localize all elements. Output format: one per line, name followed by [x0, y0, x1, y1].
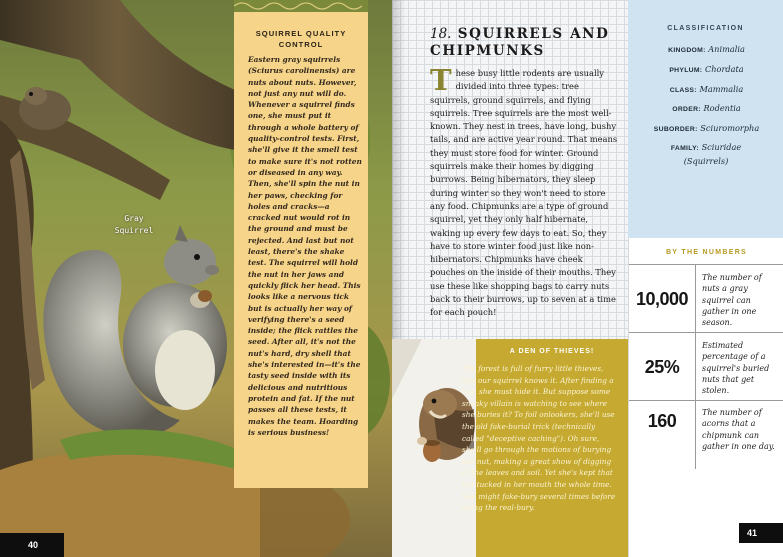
classification-row: SUBORDER: Sciuromorpha — [653, 123, 760, 133]
den-body: The forest is full of furry little thieves, and our squirrel knows it. After finding a nut, she must hide it. But suppose some sneaky villain is watching to see where she buries it? To foil onlookers, she'll use the old fake-burial trick (technically called "deceptive caching"). Oh sure, she'll go through the motions of burying her nut, making a great show of digging in the leaves and soil. Yet she's kept that nut tucked in her mouth the whole time. She might fake-bury several times before doing the real-bury. — [462, 364, 616, 513]
stat-divider — [695, 401, 696, 469]
article-number: 18. — [430, 26, 452, 42]
ornament-border — [234, 0, 368, 12]
numbers-title: BY THE NUMBERS — [665, 249, 748, 256]
stat-value: 25% — [644, 357, 680, 377]
article-text: hese busy little rodents are usually divided into three types: tree squirrels, ground squirrels, and flying squirrels. Tree squirrels are the most well-known. They nest in trees, have long, bushy tails, and are active year round. That means they must store food for winter. Ground squirrels make their homes by digging burrows. Being hibernators, they sleep during winter so they won't need to store any food. Chipmunks are a type of ground squirrel, yet they only half hibernate, waking up every few days to eat. So, they have to store winter food just like non-hibernators. Chipmunks have cheek pouches on the inside of their mouths. They use these like shopping bags to carry nuts back to their burrows, up to seven at a time for each pouch! — [430, 68, 618, 318]
stat-value: 10,000 — [635, 289, 689, 309]
classification-row: PHYLUM: Chordata — [669, 64, 744, 74]
article-body — [430, 63, 618, 320]
sidebar-title: SQUIRREL QUALITY CONTROL — [255, 29, 347, 49]
drop-cap: T — [430, 63, 452, 97]
classification-row: FAMILY: Sciuridae (Squirrels) — [670, 142, 742, 166]
den-of-thieves-panel — [462, 339, 628, 557]
page-number-left: 40 — [0, 533, 64, 557]
stat-divider — [695, 265, 696, 333]
stat-row — [629, 400, 783, 468]
stat-description: The number of acorns that a chipmunk can gather in one day. — [702, 408, 775, 451]
sidebar-body: Eastern gray squirrels (Sciurus carolinensis) are nuts about nuts. However, not just any nut will do. Whenever a squirrel finds one, she must put it through a whole battery of quality-control tests. First, she'll give it the smell test to make sure it's not rotten or diseased in any way. Then, she'll spin the nut in her paws, checking for holes and cracks—a cracked nut would rot in the ground and must be rejected. And last but not least, there's the shake test. The squirrel will hold the nut in her jaws and quickly flick her head. This looks like a nervous tick but is actually her way of verifying there's a seed inside; the flick rattles the seed. After all, it's not the nut's hard, dry shell that she's interested in—it's the tasty seed inside with its delicious and nutritious protein and fat. If the nut passes all these tests, it makes the team. Hoarding is serious business! — [248, 55, 362, 437]
stat-description: The number of nuts a gray squirrel can gather in one season. — [702, 273, 762, 328]
classification-row: ORDER: Rodentia — [672, 103, 741, 113]
illustration-caption: Gray Squirrel — [114, 214, 154, 235]
article-title: SQUIRRELS AND CHIPMUNKS — [430, 26, 610, 59]
stat-description: Estimated percentage of a squirrel's buried nuts that get stolen. — [702, 341, 770, 396]
stat-row — [629, 332, 783, 400]
quality-control-sidebar — [234, 0, 368, 488]
by-the-numbers-panel — [628, 238, 783, 557]
right-page — [392, 0, 783, 557]
article-heading — [430, 26, 630, 60]
classification-row: CLASS: Mammalia — [669, 84, 744, 94]
stat-row — [629, 264, 783, 332]
stat-value: 160 — [647, 411, 677, 431]
stat-divider — [695, 333, 696, 401]
classification-title: CLASSIFICATION — [667, 25, 744, 32]
classification-row: KINGDOM: Animalia — [668, 44, 745, 54]
den-title: A DEN OF THIEVES! — [509, 348, 595, 355]
classification-panel — [628, 0, 783, 238]
page-number-right: 41 — [739, 523, 783, 543]
